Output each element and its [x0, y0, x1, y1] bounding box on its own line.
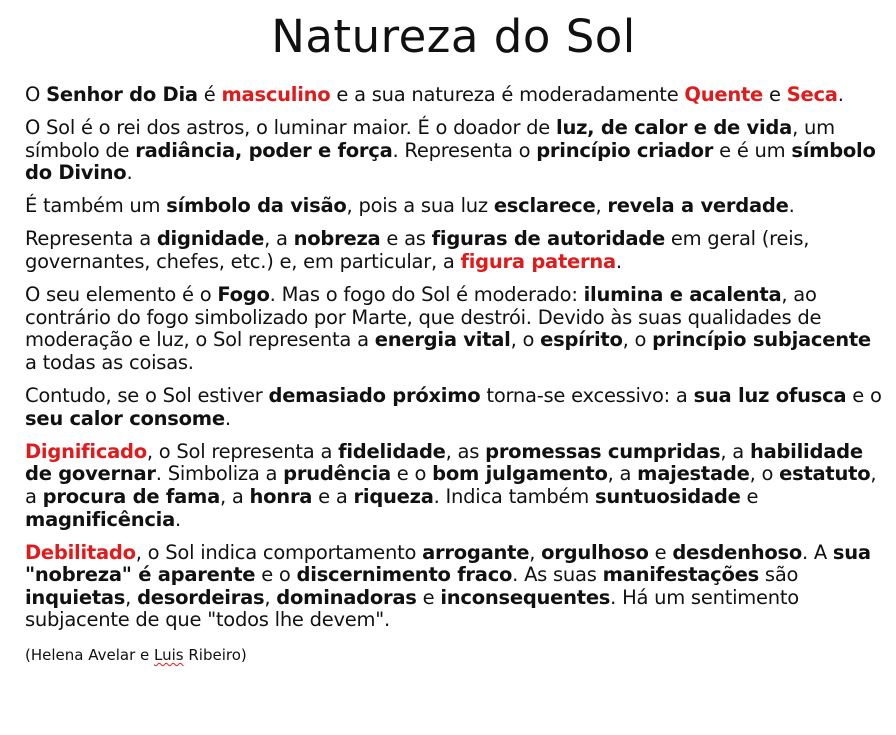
bold-text: esclarece — [493, 194, 596, 218]
text-run: . Representa o — [392, 138, 537, 162]
bold-text: sua "nobreza" é aparente — [25, 540, 871, 587]
text-run: É também um — [25, 194, 167, 218]
bold-text: honra — [249, 484, 313, 508]
text-run: , a — [25, 462, 877, 508]
bold-text: procura de fama — [42, 484, 220, 508]
text-run: , o — [622, 328, 653, 352]
bold-text: figuras de autoridade — [431, 227, 665, 251]
bold-text: espírito — [540, 328, 623, 352]
bold-text: inconsequentes — [440, 585, 611, 609]
text-run: , — [529, 540, 542, 564]
text-run: , a — [607, 462, 638, 486]
text-run: e — [416, 585, 441, 609]
bold-text: desordeiras — [137, 585, 265, 609]
text-run: , ao contrário do fogo simbolizado por Marte, que destrói. Devido às suas qualidades de moderação e luz, o Sol representa a — [25, 283, 822, 352]
bold-text: Fogo — [217, 283, 270, 307]
highlight-text: Dignificado — [25, 439, 147, 463]
text-run: , as — [445, 439, 486, 463]
highlight-text: masculino — [221, 83, 331, 106]
text-run: Representa a — [25, 227, 157, 251]
bold-text: estatuto — [779, 462, 871, 486]
paragraph — [25, 195, 882, 218]
text-run: , o Sol indica comportamento — [135, 540, 423, 564]
bold-text: nobreza — [293, 227, 381, 251]
bold-text: manifestações — [602, 563, 759, 587]
text-run: e é um — [713, 138, 792, 162]
bold-text: majestade — [637, 462, 750, 486]
bold-text: sua luz ofusca — [693, 384, 847, 408]
bold-text: seu calor consome — [25, 406, 225, 430]
text-run: . — [615, 250, 622, 274]
bold-text: radiância, poder e força — [135, 138, 393, 162]
paragraph — [25, 542, 882, 632]
text-run: torna-se excessivo: a — [480, 384, 694, 408]
text-run: , um símbolo de — [25, 116, 835, 162]
text-run: (Helena Avelar e — [25, 645, 155, 664]
text-run: e a sua natureza é moderadamente — [330, 83, 685, 106]
text-run: . — [175, 507, 181, 531]
bold-text: discernimento fraco — [296, 563, 513, 587]
bold-text: dominadoras — [276, 585, 417, 609]
text-run: e o — [255, 563, 297, 587]
text-run: , — [595, 194, 608, 218]
bold-text: luz, de calor e de vida — [556, 116, 793, 140]
text-run: . Simboliza a — [155, 462, 284, 486]
text-run: e — [648, 540, 673, 564]
text-run: Contudo, se o Sol estiver — [25, 384, 269, 408]
bold-text: Senhor do Dia — [46, 83, 198, 106]
bold-text: princípio criador — [536, 138, 714, 162]
text-body — [25, 84, 882, 632]
text-run: . — [837, 83, 844, 106]
text-run: e a — [312, 484, 354, 508]
bold-text: bom julgamento — [432, 462, 608, 486]
text-run: . — [788, 194, 795, 218]
text-run: . Indica também — [433, 484, 595, 508]
bold-text: símbolo do Divino — [25, 138, 876, 185]
paragraph — [25, 385, 882, 430]
text-run: , a — [264, 227, 294, 251]
bold-text: demasiado próximo — [268, 384, 481, 408]
source-citation — [25, 646, 882, 664]
text-run: e — [740, 484, 759, 508]
bold-text: revela a verdade — [607, 194, 789, 218]
bold-text: inquietas — [25, 585, 126, 609]
text-run: , o — [749, 462, 780, 486]
bold-text: energia vital — [374, 328, 511, 352]
page-title: Natureza do Sol — [271, 10, 636, 63]
text-run: Ribeiro) — [183, 645, 247, 664]
text-run: , pois a sua luz — [346, 194, 494, 218]
text-run: , — [125, 585, 138, 609]
text-run: . — [126, 161, 133, 185]
spellcheck-word: Luis — [154, 645, 184, 664]
text-run: e as — [380, 227, 432, 251]
bold-text: habilidade de governar — [25, 439, 863, 486]
bold-text: dignidade — [156, 227, 265, 251]
highlight-text: Seca — [786, 83, 838, 106]
bold-text: fidelidade — [338, 439, 446, 463]
text-run: , a — [720, 439, 750, 463]
highlight-text: figura paterna — [460, 250, 616, 274]
bold-text: princípio subjacente — [652, 328, 871, 352]
text-run: , a — [219, 484, 250, 508]
text-run: O — [25, 83, 47, 106]
text-run: , o — [510, 328, 541, 352]
text-run: O Sol é o rei dos astros, o luminar maior. É o doador de — [25, 116, 557, 140]
bold-text: símbolo da visão — [166, 194, 347, 218]
paragraph — [25, 84, 882, 107]
bold-text: promessas cumpridas — [485, 439, 721, 463]
paragraph — [25, 284, 882, 374]
text-run: é — [197, 83, 222, 106]
text-run: , — [264, 585, 277, 609]
text-run: . — [224, 406, 231, 430]
paragraph — [25, 117, 882, 185]
bold-text: orgulhoso — [541, 540, 649, 564]
text-run: e o — [846, 384, 882, 408]
bold-text: riqueza — [353, 484, 434, 508]
text-run: . A — [801, 540, 833, 564]
bold-text: ilumina e acalenta — [583, 283, 782, 307]
text-run: e o — [390, 462, 433, 486]
highlight-text: Quente — [684, 83, 764, 106]
bold-text: desdenhoso — [672, 540, 802, 564]
bold-text: suntuosidade — [595, 484, 741, 508]
text-run: e — [763, 83, 787, 106]
text-run: , o Sol representa a — [146, 439, 339, 463]
paragraph — [25, 441, 882, 531]
highlight-text: Debilitado — [25, 540, 136, 564]
text-run: são — [758, 563, 799, 587]
bold-text: prudência — [283, 462, 391, 486]
text-run: a todas as coisas. — [25, 350, 194, 374]
bold-text: arrogante — [422, 540, 530, 564]
bold-text: magnificência — [25, 507, 175, 531]
text-run: O seu elemento é o — [25, 283, 218, 307]
text-run: em geral (reis, governantes, chefes, etc.) e, em particular, a — [25, 227, 810, 274]
text-run: . Mas o fogo do Sol é moderado: — [269, 283, 584, 307]
text-run: . As suas — [512, 563, 603, 587]
text-run: . Há um sentimento subjacente de que "todos lhe devem". — [25, 585, 799, 632]
paragraph — [25, 228, 882, 273]
